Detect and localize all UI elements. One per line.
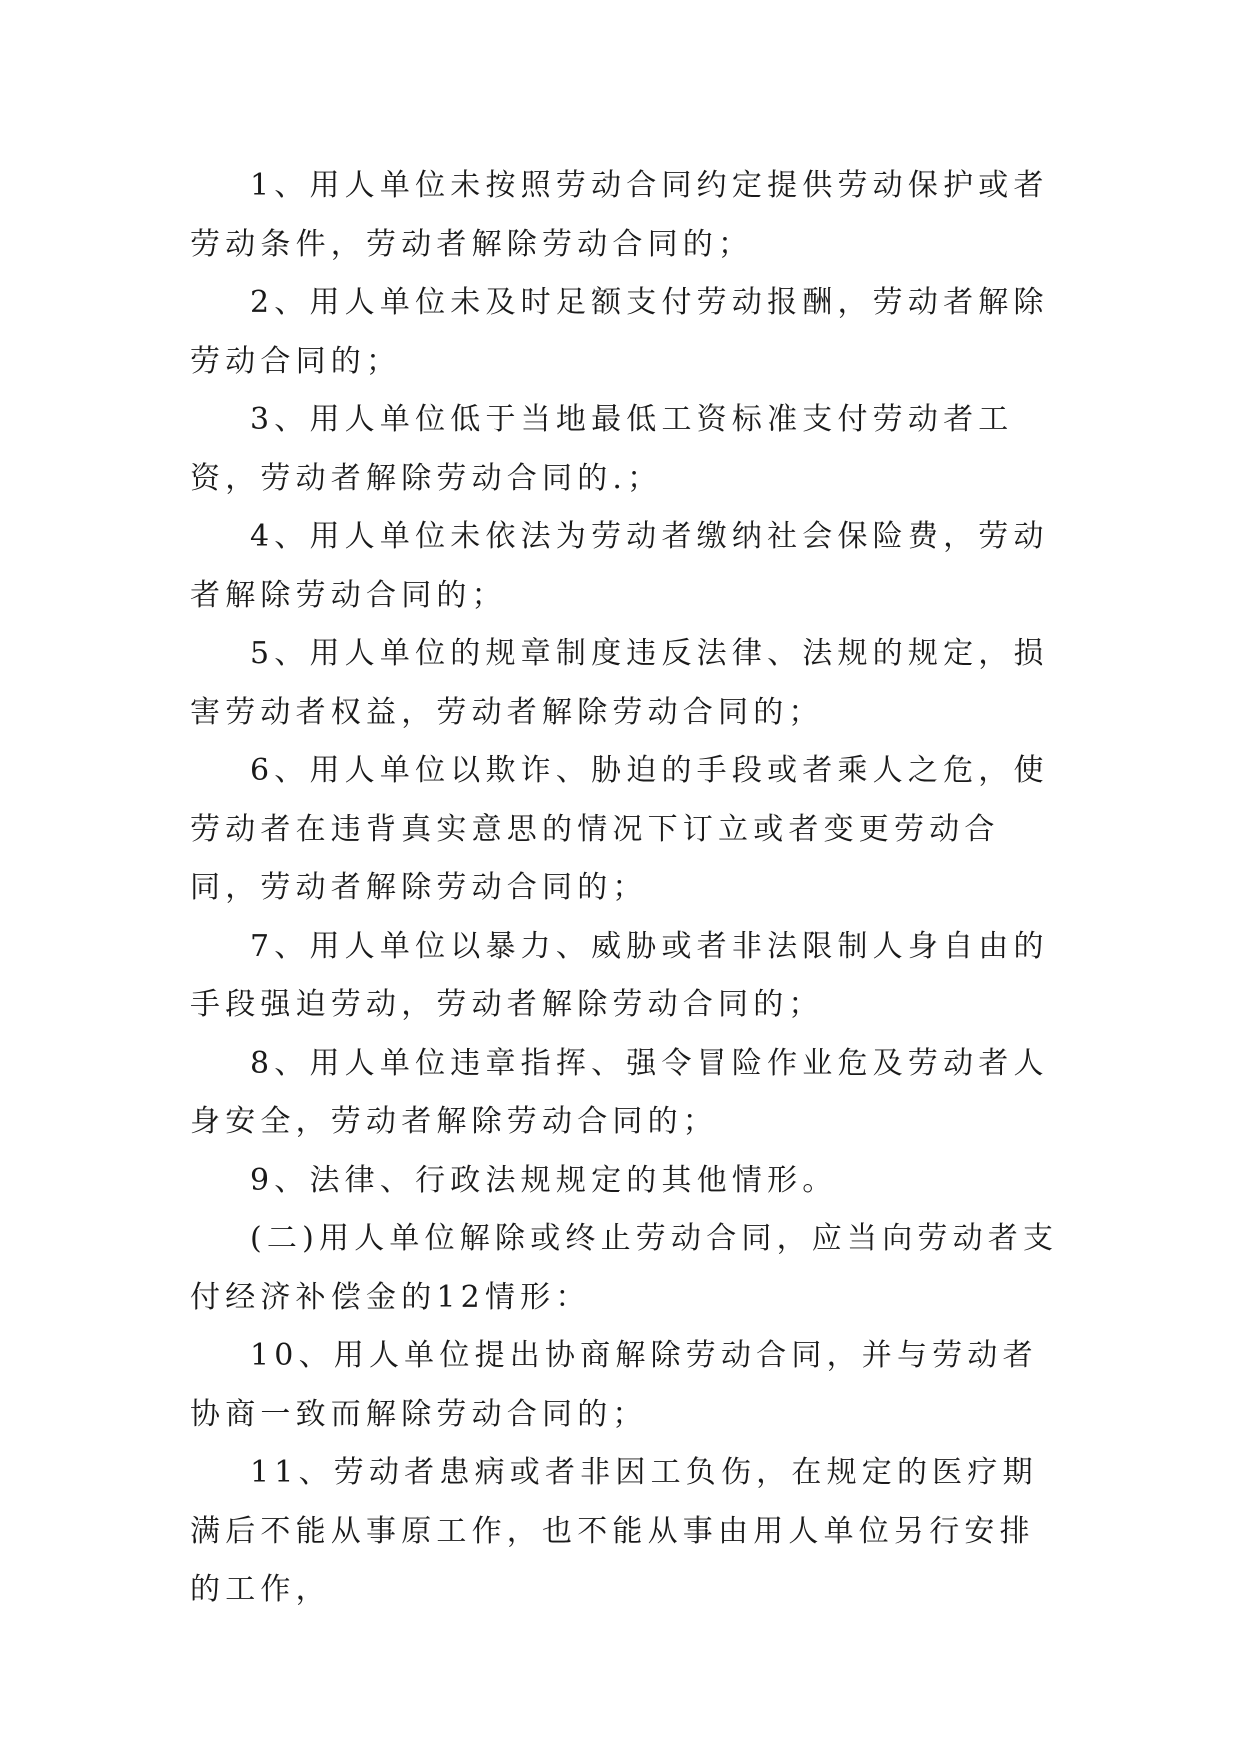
paragraph-5: 5、用人单位的规章制度违反法律、法规的规定，损害劳动者权益，劳动者解除劳动合同的； <box>190 636 1049 730</box>
paragraph-1: 1、用人单位未按照劳动合同约定提供劳动保护或者劳动条件，劳动者解除劳动合同的； <box>190 168 1049 262</box>
paragraph-2: 2、用人单位未及时足额支付劳动报酬，劳动者解除劳动合同的； <box>190 285 1049 379</box>
paragraph-4: 4、用人单位未依法为劳动者缴纳社会保险费，劳动者解除劳动合同的； <box>190 519 1049 613</box>
paragraph-11: 11、劳动者患病或者非因工负伤，在规定的医疗期满后不能从事原工作，也不能从事由用人单位另行安排的工作， <box>190 1455 1038 1607</box>
paragraph-10: 10、用人单位提出协商解除劳动合同，并与劳动者协商一致而解除劳动合同的； <box>190 1338 1038 1432</box>
paragraph-8: 8、用人单位违章指挥、强令冒险作业危及劳动者人身安全，劳动者解除劳动合同的； <box>190 1045 1049 1139</box>
document-body <box>190 157 1060 1620</box>
section-heading-2: (二)用人单位解除或终止劳动合同，应当向劳动者支付经济补偿金的12情形： <box>190 1221 1059 1315</box>
paragraph-3: 3、用人单位低于当地最低工资标准支付劳动者工资，劳动者解除劳动合同的.； <box>190 402 1014 496</box>
paragraph-7: 7、用人单位以暴力、威胁或者非法限制人身自由的手段强迫劳动，劳动者解除劳动合同的； <box>190 928 1049 1022</box>
paragraph-9: 9、法律、行政法规规定的其他情形。 <box>250 1162 838 1198</box>
paragraph-6: 6、用人单位以欺诈、胁迫的手段或者乘人之危，使劳动者在违背真实意思的情况下订立或者变更劳动合同，劳动者解除劳动合同的； <box>190 753 1049 905</box>
